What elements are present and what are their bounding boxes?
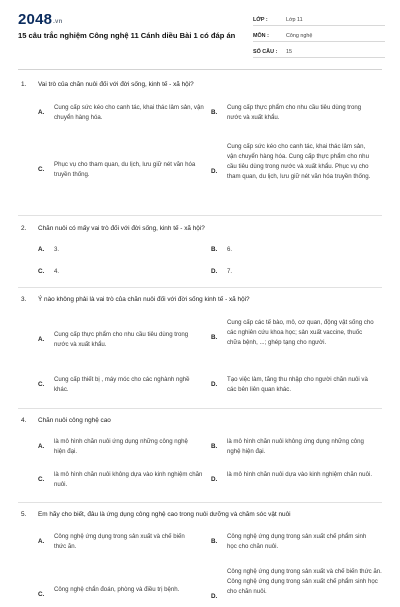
option-text: Công nghệ ứng dụng trong sản xuất và chế biến thức ăn. Công nghệ ứng dụng trong sản xuất chế phẩm sinh học cho chăn nuôi. xyxy=(227,568,382,595)
option-letter: C. xyxy=(38,381,45,388)
option-text: Công nghệ ứng dụng trong sản xuất chế phẩm sinh học cho chăn nuôi. xyxy=(227,533,367,550)
meta-box xyxy=(253,12,385,60)
option-letter: B. xyxy=(211,109,218,116)
option-text: là mô hình chăn nuôi không ứng dụng những công nghệ hiện đại. xyxy=(227,438,364,455)
meta-value: 15 xyxy=(286,49,292,55)
meta-value: Lớp 11 xyxy=(286,17,303,23)
option-letter: D. xyxy=(211,268,218,275)
option-text: Cung cấp thực phẩm cho nhu cầu tiêu dùng trong nước và xuất khẩu. xyxy=(227,104,362,121)
question-text xyxy=(21,416,381,425)
option-a[interactable] xyxy=(38,437,198,457)
option-a[interactable] xyxy=(38,103,204,123)
header-divider xyxy=(18,69,382,70)
option-letter: A. xyxy=(38,109,45,116)
option-c[interactable] xyxy=(38,160,198,180)
question-divider xyxy=(18,408,382,409)
question-text xyxy=(21,295,381,304)
meta-label: SỐ CÂU : xyxy=(253,49,278,55)
question-stem: Chăn nuôi có mấy vai trò đối với đời sống, kinh tế - xã hội? xyxy=(38,225,205,232)
option-text: 6. xyxy=(227,246,233,253)
question-stem: Em hãy cho biết, đâu là ứng dụng công nghệ cao trong nuôi dưỡng và chăm sóc vật nuôi xyxy=(38,511,291,518)
meta-row-subject xyxy=(253,28,385,42)
option-letter: C. xyxy=(38,268,45,275)
option-letter: C. xyxy=(38,166,45,173)
meta-value: Công nghệ xyxy=(286,33,313,39)
option-letter: A. xyxy=(38,538,45,545)
meta-label: LỚP : xyxy=(253,17,268,23)
option-a[interactable] xyxy=(38,245,198,255)
question-text xyxy=(21,80,381,89)
option-letter: A. xyxy=(38,246,45,253)
question-divider xyxy=(18,502,382,503)
option-letter: D. xyxy=(211,476,218,483)
meta-row-grade xyxy=(253,12,385,26)
option-letter: A. xyxy=(38,336,45,343)
option-c[interactable] xyxy=(38,267,198,277)
question-number: 4. xyxy=(21,417,27,424)
option-c[interactable] xyxy=(38,375,198,395)
question-number: 2. xyxy=(21,225,27,232)
option-letter: C. xyxy=(38,476,45,483)
question-stem: Ý nào không phải là vai trò của chăn nuôi đối với đời sống kinh tế - xã hội? xyxy=(38,296,250,303)
option-letter: B. xyxy=(211,443,218,450)
option-c[interactable] xyxy=(38,585,198,605)
meta-row-count xyxy=(253,44,385,58)
option-b[interactable] xyxy=(211,103,381,123)
option-text: Cung cấp thực phẩm cho nhu cầu tiêu dùng trong nước và xuất khẩu. xyxy=(54,331,189,348)
option-text: Cung cấp thiết bị , máy móc cho các nghành nghề khác. xyxy=(54,376,190,393)
header xyxy=(0,0,400,68)
option-letter: B. xyxy=(211,538,218,545)
option-letter: D. xyxy=(211,168,218,175)
option-letter: D. xyxy=(211,381,218,388)
option-text: 4. xyxy=(54,268,60,275)
page-title: 15 câu trắc nghiệm Công nghệ 11 Cánh diều Bài 1 có đáp án xyxy=(18,31,236,40)
logo-main-text: 2048 xyxy=(18,11,53,28)
meta-label: MÔN : xyxy=(253,33,269,39)
option-text: là mô hình chăn nuôi dựa vào kinh nghiệm chăn nuôi. xyxy=(227,471,373,478)
option-d[interactable] xyxy=(211,142,381,202)
option-text: 7. xyxy=(227,268,233,275)
option-b[interactable] xyxy=(211,532,381,552)
option-text: là mô hình chăn nuôi ứng dụng những công nghệ hiện đại. xyxy=(54,438,188,455)
option-d[interactable] xyxy=(211,470,381,490)
option-letter: B. xyxy=(211,334,218,341)
question-divider xyxy=(18,215,382,216)
option-b[interactable] xyxy=(211,318,381,358)
option-text: Cung cấp các tế bào, mô, cơ quan, động vật sống cho các nghiên cứu khoa học; sản xuất vaccine, thuốc chữa bệnh, ...; ghép tạng cho người. xyxy=(227,319,374,346)
option-c[interactable] xyxy=(38,470,203,490)
option-d[interactable] xyxy=(211,375,381,395)
site-logo[interactable] xyxy=(18,11,62,28)
question-number: 5. xyxy=(21,511,27,518)
option-letter: B. xyxy=(211,246,218,253)
option-d[interactable] xyxy=(211,267,381,277)
question-divider xyxy=(18,287,382,288)
option-letter: D. xyxy=(211,593,218,600)
option-text: Phục vụ cho tham quan, du lịch, lưu giữ nét văn hóa truyền thống. xyxy=(54,161,196,178)
option-letter: C. xyxy=(38,591,45,598)
option-d[interactable] xyxy=(211,567,381,607)
option-text: Công nghệ chẩn đoán, phòng và điều trị bệnh. xyxy=(54,586,180,593)
logo-sub-text: .vn xyxy=(53,19,63,25)
question-text xyxy=(21,510,381,519)
question-text xyxy=(21,224,381,233)
option-text: Cung cấp sức kéo cho canh tác, khai thác lâm sản, vận chuyển hàng hóa. xyxy=(54,104,204,121)
option-text: Tạo việc làm, tăng thu nhập cho người chăn nuôi và các bên liên quan khác. xyxy=(227,376,368,393)
option-text: Công nghệ ứng dụng trong sản xuất và chế biến thức ăn. xyxy=(54,533,185,550)
option-b[interactable] xyxy=(211,437,381,457)
option-text: Cung cấp sức kéo cho canh tác, khai thác lâm sản, vận chuyển hàng hóa. Cung cấp thực phẩm cho nhu cầu tiêu dùng trong nước và xuất khẩu. Phục vụ cho tham quan, du lịch, lưu giữ nét văn hóa truyền thống. xyxy=(227,143,371,180)
question-stem: Vai trò của chăn nuôi đối với đời sống, kinh tế - xã hội? xyxy=(38,81,194,88)
question-number: 1. xyxy=(21,81,27,88)
option-letter: A. xyxy=(38,443,45,450)
question-stem: Chăn nuôi công nghệ cao xyxy=(38,417,111,424)
option-a[interactable] xyxy=(38,330,198,350)
option-b[interactable] xyxy=(211,245,381,255)
option-a[interactable] xyxy=(38,532,198,552)
option-text: là mô hình chăn nuôi không dựa vào kinh nghiệm chăn nuôi. xyxy=(54,471,203,488)
option-text: 3. xyxy=(54,246,60,253)
question-number: 3. xyxy=(21,296,27,303)
